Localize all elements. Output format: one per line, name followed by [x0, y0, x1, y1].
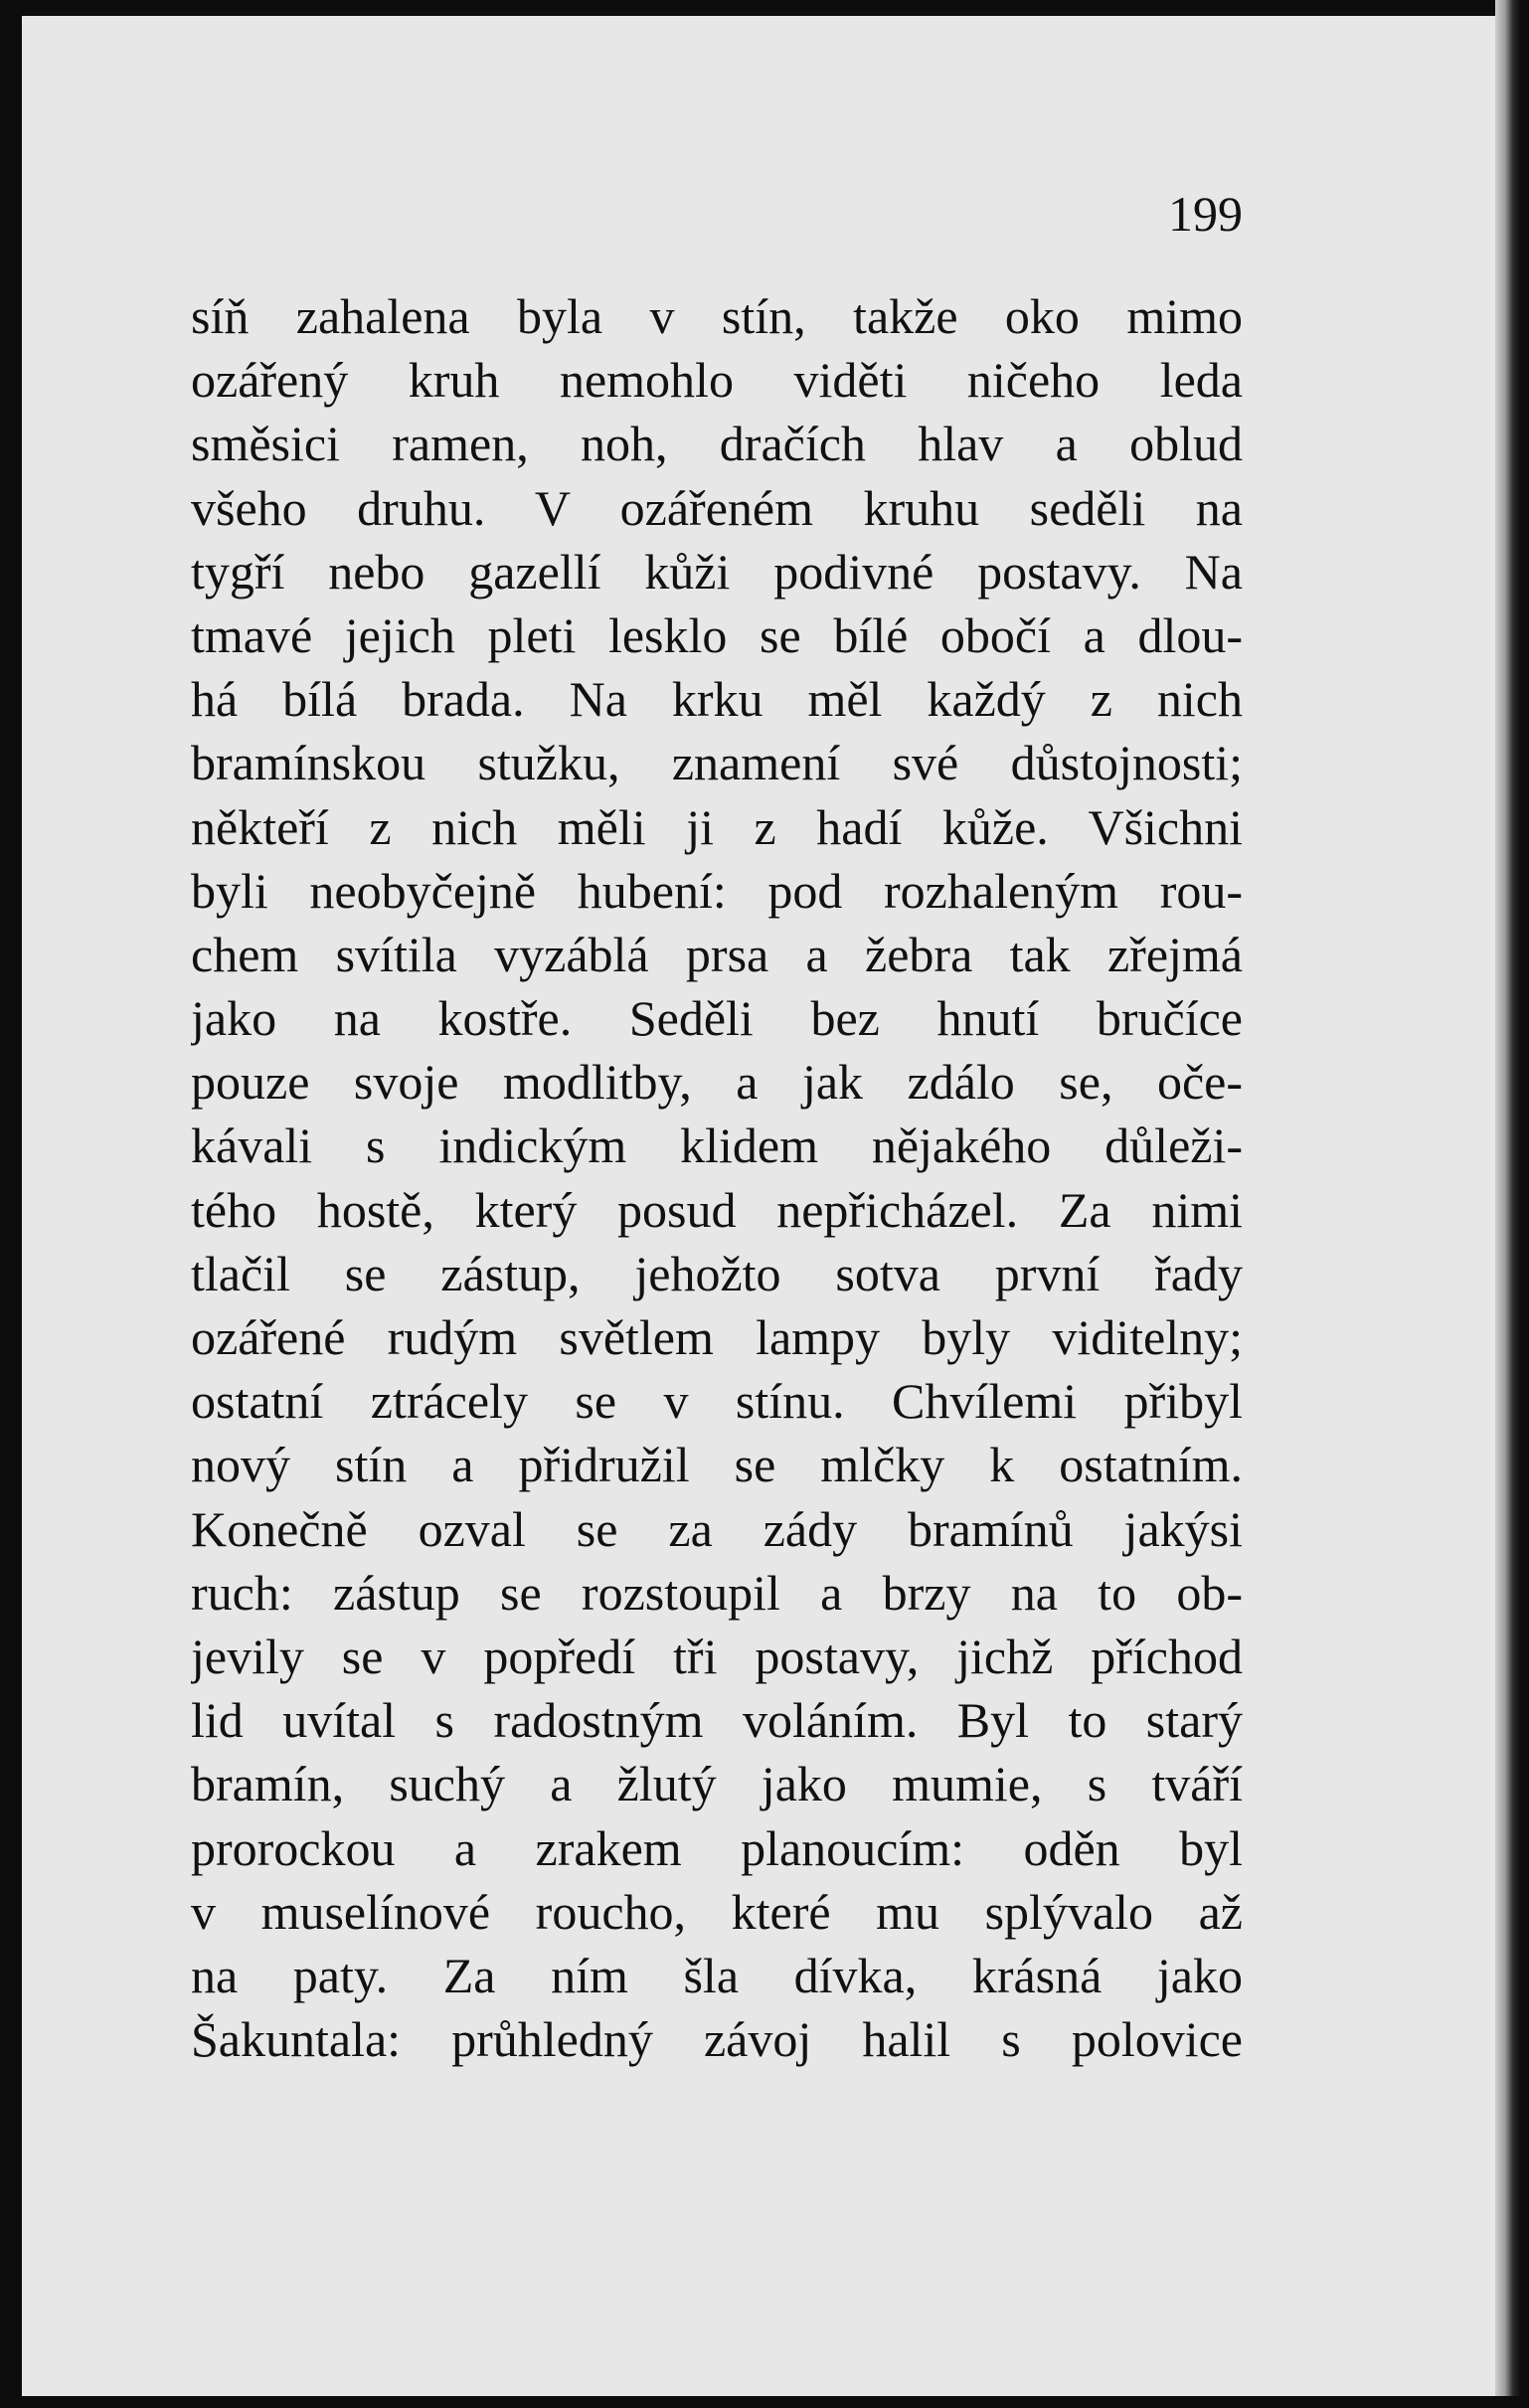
- text-line: kávali s indickým klidem nějakého důleži-: [191, 1118, 1243, 1174]
- text-line: směsici ramen, noh, dračích hlav a oblud: [191, 416, 1243, 472]
- page-number: 199: [1168, 186, 1243, 242]
- body-text: [191, 284, 1243, 2071]
- text-line: byli neobyčejně hubení: pod rozhaleným rou-: [191, 862, 1243, 919]
- text-line: chem svítila vyzáblá prsa a žebra tak zřejmá: [191, 926, 1243, 982]
- text-line: Šakuntala: průhledný závoj halil s polovice: [191, 2011, 1243, 2068]
- text-line: ozářený kruh nemohlo viděti ničeho leda: [191, 352, 1243, 409]
- text-line: lid uvítal s radostným voláním. Byl to starý: [191, 1692, 1243, 1749]
- text-line: jevily se v popředí tři postavy, jichž příchod: [191, 1628, 1243, 1684]
- text-line: ozářené rudým světlem lampy byly viditelny;: [191, 1309, 1243, 1365]
- text-line: há bílá brada. Na krku měl každý z nich: [191, 671, 1243, 728]
- text-line: na paty. Za ním šla dívka, krásná jako: [191, 1947, 1243, 2003]
- text-line: pouze svoje modlitby, a jak zdálo se, oče-: [191, 1054, 1243, 1111]
- text-line: jako na kostře. Seděli bez hnutí bručíce: [191, 990, 1243, 1047]
- text-line: tého hostě, který posud nepřicházel. Za nimi: [191, 1181, 1243, 1238]
- text-line: v muselínové roucho, které mu splývalo až: [191, 1883, 1243, 1940]
- text-line: tmavé jejich pleti lesklo se bílé obočí a dlou-: [191, 606, 1243, 663]
- scan-border-top: [0, 0, 1529, 16]
- text-line: všeho druhu. V ozářeném kruhu seděli na: [191, 479, 1243, 536]
- text-line: tygří nebo gazellí kůži podivné postavy. Na: [191, 543, 1243, 600]
- text-line: prorockou a zrakem planoucím: oděn byl: [191, 1819, 1243, 1876]
- text-line: bramín, suchý a žlutý jako mumie, s tváří: [191, 1756, 1243, 1812]
- text-line: ruch: zástup se rozstoupil a brzy na to ob-: [191, 1564, 1243, 1621]
- text-line: nový stín a přidružil se mlčky k ostatním.: [191, 1437, 1243, 1493]
- text-line: síň zahalena byla v stín, takže oko mimo: [191, 288, 1243, 344]
- text-line: tlačil se zástup, jehožto sotva první řady: [191, 1245, 1243, 1301]
- scan-border-right: [1495, 0, 1529, 2408]
- text-line: Konečně ozval se za zády bramínů jakýsi: [191, 1500, 1243, 1557]
- text-line: bramínskou stužku, znamení své důstojnosti;: [191, 735, 1243, 791]
- text-line: ostatní ztrácely se v stínu. Chvílemi přibyl: [191, 1373, 1243, 1430]
- scan-border-bottom: [0, 2396, 1529, 2408]
- text-line: někteří z nich měli ji z hadí kůže. Všichni: [191, 798, 1243, 855]
- scan-border-left: [0, 0, 22, 2408]
